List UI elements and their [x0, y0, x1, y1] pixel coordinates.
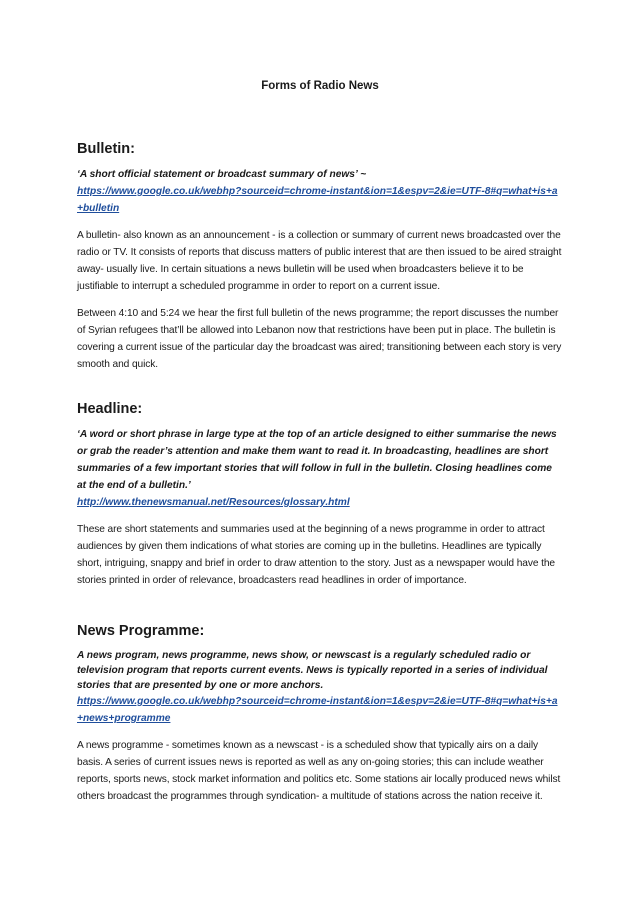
headline-section [77, 401, 563, 589]
headline-definition: ‘A word or short phrase in large type at the top of an article designed to either summarise the news or grab the reader’s attention and make them want to read it. In broadcasting, headlines are short summaries of a few important stories that will follow in full in the bulletin. Closing headlines come at the end of a bulletin.’ [77, 429, 557, 491]
news-programme-heading: News Programme: [77, 623, 205, 639]
bulletin-definition: ‘A short official statement or broadcast summary of news’ ~ [77, 169, 367, 180]
headline-paragraph-1: These are short statements and summaries used at the beginning of a news programme in order to attract audiences by given them indications of what stories are coming up in the bulletins. Headlines are typically short, intriguing, snappy and brief in order to draw attention to the story. Just as a newspaper would have the stories printed in order of relevance, broadcasters read headlines in order of importance. [77, 524, 555, 586]
page-title: Forms of Radio News [261, 80, 379, 92]
headline-source-link[interactable]: http://www.thenewsmanual.net/Resources/glossary.html [77, 497, 350, 508]
headline-heading: Headline: [77, 401, 143, 417]
bulletin-paragraph-1: A bulletin- also known as an announcement - is a collection or summary of current news broadcasted over the radio or TV. It consists of reports that discuss matters of public interest that are then issued to be aired straight away- usually live. In certain situations a news bulletin will be used when broadcasters believe it to be justifiable to interrupt a scheduled programme in order to report on a current issue. [77, 230, 562, 292]
bulletin-section [77, 141, 563, 373]
news-programme-section [77, 623, 563, 805]
news-programme-definition: A news program, news programme, news show, or newscast is a regularly scheduled radio or television program that reports current events. News is typically reported in a series of individual stories that are presented by one or more anchors. [77, 650, 548, 691]
bulletin-paragraph-2: Between 4:10 and 5:24 we hear the first full bulletin of the news programme; the report discusses the number of Syrian refugees that’ll be allowed into Lebanon now that restrictions have been put in place. The bulletin is covering a current issue of the particular day the broadcast was aired; transitioning between each story is very smooth and quick. [77, 308, 562, 370]
bulletin-source-link[interactable]: https://www.google.co.uk/webhp?sourceid=chrome-instant&ion=1&espv=2&ie=UTF-8#q=what+is+a+bulletin [77, 186, 558, 214]
news-programme-paragraph-1: A news programme - sometimes known as a newscast - is a scheduled show that typically airs on a daily basis. A series of current issues news is reported as well as any on-going stories; this can include weather reports, sports news, stock market information and politics etc. Some stations air locally produced news whilst others broadcast the programmes through syndication- a multitude of stations across the nation receive it. [77, 740, 561, 802]
news-programme-source-link[interactable]: https://www.google.co.uk/webhp?sourceid=chrome-instant&ion=1&espv=2&ie=UTF-8#q=what+is+a+news+programme [77, 696, 558, 724]
bulletin-heading: Bulletin: [77, 141, 135, 157]
